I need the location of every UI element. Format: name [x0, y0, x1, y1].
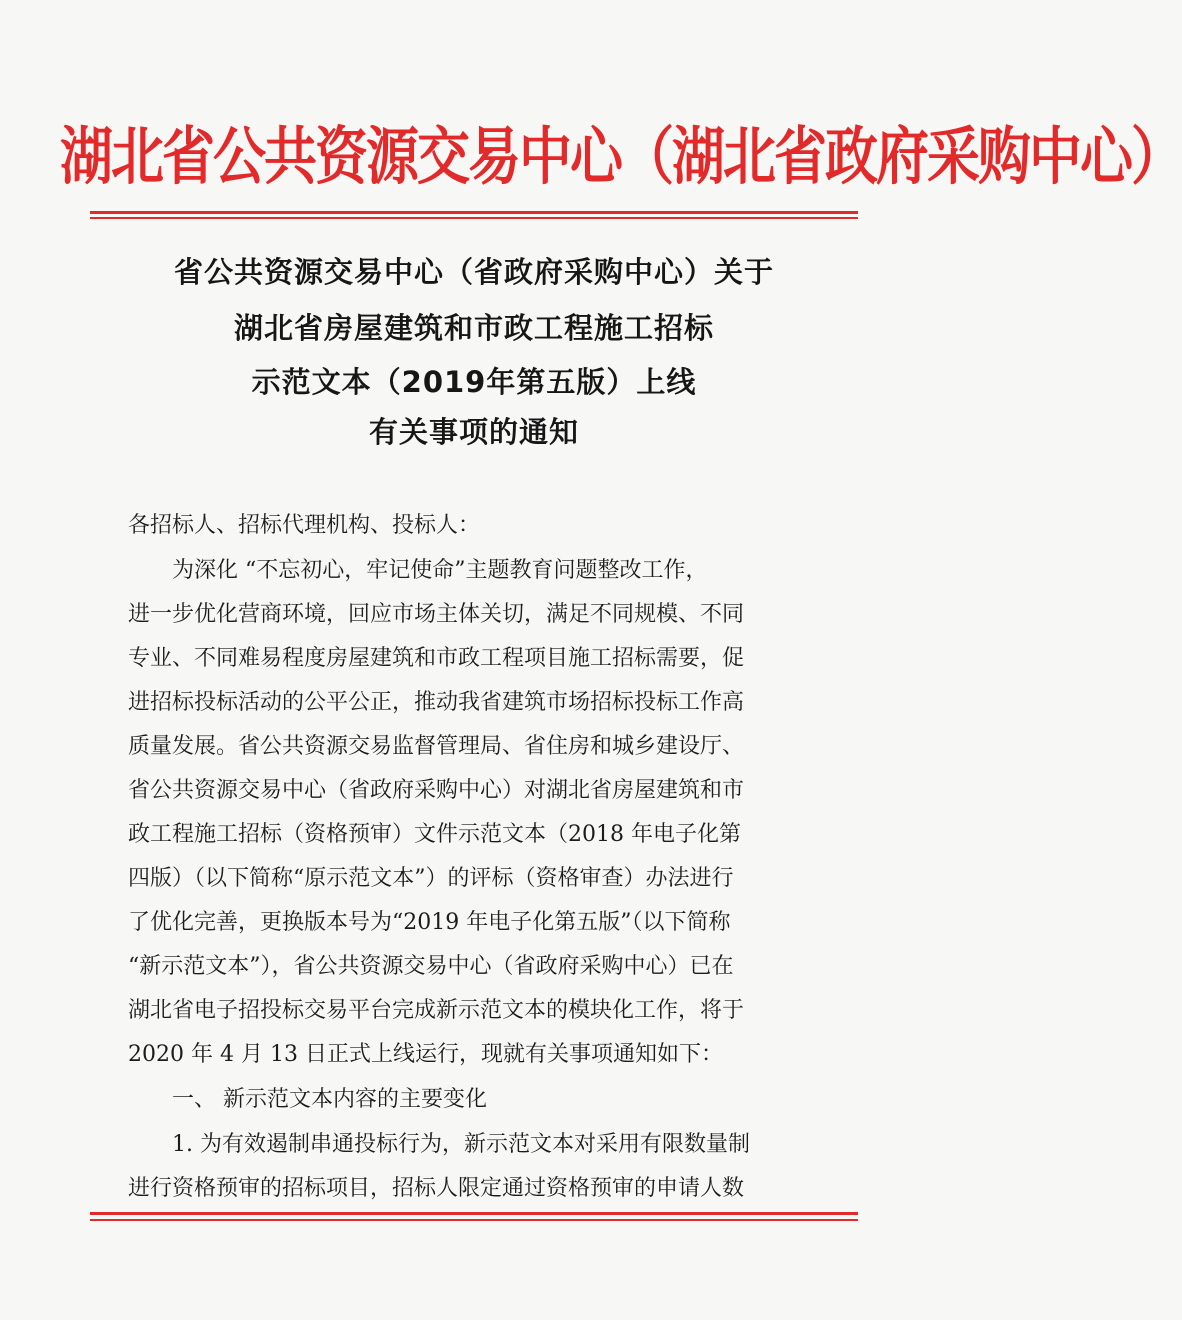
title-line-2: 湖北省房屋建筑和市政工程施工招标 [233, 311, 714, 345]
item1-line: 进行资格预审的招标项目，招标人限定通过资格预审的申请人数 [128, 1176, 745, 1201]
paragraph1-line: 湖北省电子招投标交易平台完成新示范文本的模块化工作，将于 [128, 998, 745, 1023]
paragraph1-line: 进招标投标活动的公平公正，推动我省建筑市场招标投标工作高 [128, 690, 745, 715]
paragraph1-line: 四版）（以下简称“原示范文本”）的评标（资格审查）办法进行 [128, 866, 734, 891]
paragraph1-line: 为深化 “不忘初心，牢记使命”主题教育问题整改工作， [172, 558, 708, 583]
paragraph1-line: “新示范文本”），省公共资源交易中心（省政府采购中心）已在 [128, 954, 734, 979]
paragraph1-line: 了优化完善，更换版本号为“2019 年电子化第五版”（以下简称 [128, 910, 731, 935]
paragraph1-line: 专业、不同难易程度房屋建筑和市政工程项目施工招标需要，促 [128, 646, 745, 671]
paragraph1-line: 政工程施工招标（资格预审）文件示范文本（2018 年电子化第 [128, 822, 741, 847]
letterhead-rule-top-thin [90, 217, 858, 219]
letterhead-org-name: 湖北省公共资源交易中心（湖北省政府采购中心） [60, 121, 1182, 194]
salutation: 各招标人、招标代理机构、投标人： [128, 513, 481, 538]
paragraph1-line: 进一步优化营商环境，回应市场主体关切，满足不同规模、不同 [128, 602, 745, 627]
section1-heading: 一、 新示范文本内容的主要变化 [172, 1087, 487, 1112]
title-line-3: 示范文本（2019年第五版）上线 [251, 365, 697, 399]
item1-line: 1. 为有效遏制串通投标行为，新示范文本对采用有限数量制 [172, 1132, 750, 1157]
footer-rule-top [90, 1212, 858, 1215]
title-line-1: 省公共资源交易中心（省政府采购中心）关于 [173, 255, 774, 289]
paragraph1-line: 质量发展。省公共资源交易监督管理局、省住房和城乡建设厅、 [128, 734, 745, 759]
footer-rule-bottom [90, 1219, 858, 1221]
paragraph1-line: 2020 年 4 月 13 日正式上线运行，现就有关事项通知如下： [128, 1042, 723, 1067]
paragraph1-line: 省公共资源交易中心（省政府采购中心）对湖北省房屋建筑和市 [128, 778, 745, 803]
title-line-4: 有关事项的通知 [368, 415, 579, 449]
letterhead-rule-top [90, 211, 858, 214]
